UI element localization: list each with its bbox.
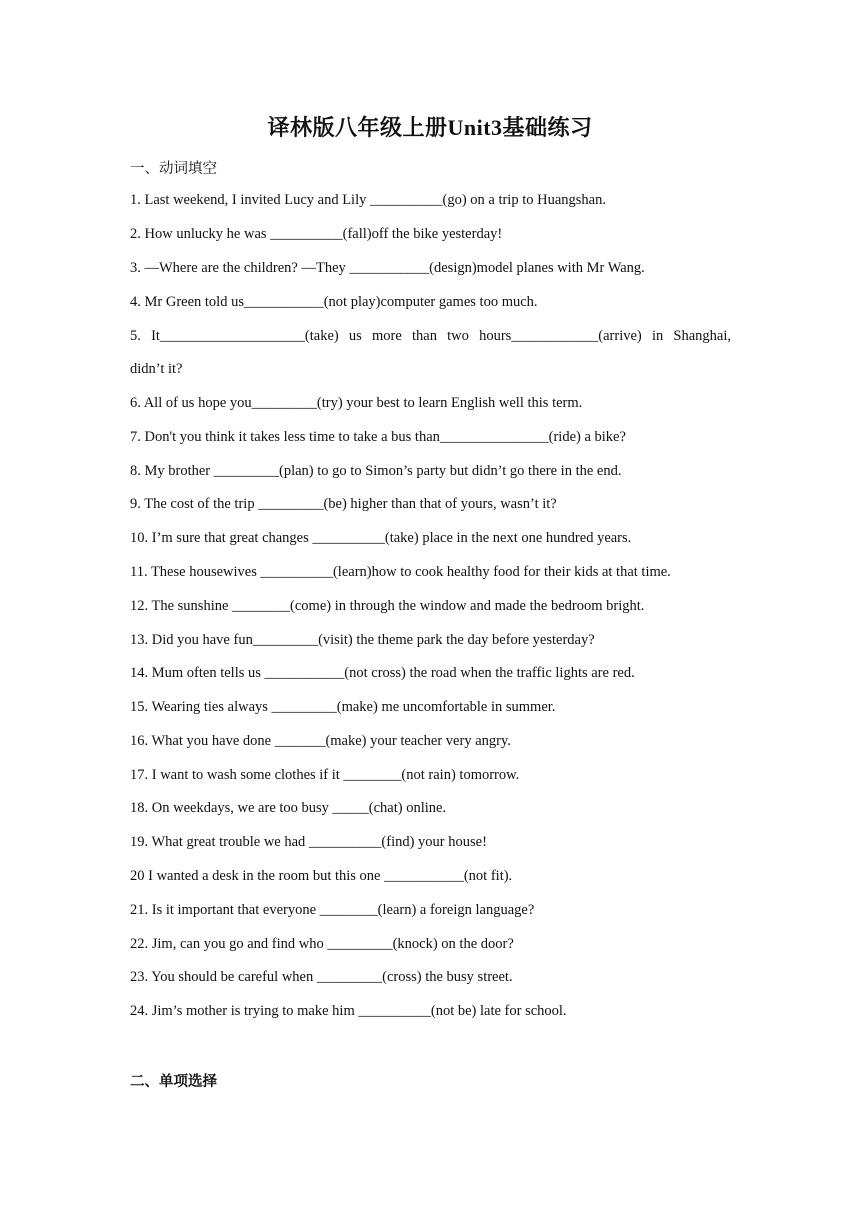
question-item: 22. Jim, can you go and find who _________(knock) on the door? <box>130 936 514 952</box>
question-item: 9. The cost of the trip _________(be) higher than that of yours, wasn’t it? <box>130 496 557 512</box>
question-item: 15. Wearing ties always _________(make) me uncomfortable in summer. <box>130 699 556 715</box>
section-heading-multiple-choice: 二、单项选择 <box>130 1074 217 1090</box>
question-item: 8. My brother _________(plan) to go to Simon’s party but didn’t go there in the end. <box>130 463 622 479</box>
question-item: 14. Mum often tells us ___________(not cross) the road when the traffic lights are red. <box>130 665 635 681</box>
question-item: 17. I want to wash some clothes if it ________(not rain) tomorrow. <box>130 767 520 783</box>
question-item: 5. It____________________(take) us more than two hours____________(arrive) in Shanghai, <box>130 328 731 344</box>
question-item: 18. On weekdays, we are too busy _____(chat) online. <box>130 800 447 816</box>
question-item: 4. Mr Green told us___________(not play)computer games too much. <box>130 294 538 310</box>
question-item: 2. How unlucky he was __________(fall)off the bike yesterday! <box>130 226 503 242</box>
question-item: 19. What great trouble we had __________(find) your house! <box>130 834 487 850</box>
question-item: 13. Did you have fun_________(visit) the theme park the day before yesterday? <box>130 632 595 648</box>
question-item: 16. What you have done _______(make) your teacher very angry. <box>130 733 511 749</box>
question-item: 23. You should be careful when _________(cross) the busy street. <box>130 969 513 985</box>
question-item: 1. Last weekend, I invited Lucy and Lily __________(go) on a trip to Huangshan. <box>130 192 606 208</box>
question-item: 3. —Where are the children? —They ___________(design)model planes with Mr Wang. <box>130 260 645 276</box>
question-item: 6. All of us hope you_________(try) your best to learn English well this term. <box>130 395 583 411</box>
section-heading-verb-fill: 一、动词填空 <box>130 161 217 177</box>
question-item: 12. The sunshine ________(come) in through the window and made the bedroom bright. <box>130 598 645 614</box>
question-item: 11. These housewives __________(learn)how to cook healthy food for their kids at that time. <box>130 564 671 580</box>
question-item: 21. Is it important that everyone ________(learn) a foreign language? <box>130 902 535 918</box>
page-title: 译林版八年级上册Unit3基础练习 <box>267 115 593 140</box>
question-item: 20 I wanted a desk in the room but this one ___________(not fit). <box>130 868 513 884</box>
question-item-continuation: didn’t it? <box>130 361 183 377</box>
question-item: 24. Jim’s mother is trying to make him __________(not be) late for school. <box>130 1003 567 1019</box>
question-item: 10. I’m sure that great changes __________(take) place in the next one hundred years. <box>130 530 632 546</box>
question-item: 7. Don't you think it takes less time to take a bus than_______________(ride) a bike? <box>130 429 626 445</box>
